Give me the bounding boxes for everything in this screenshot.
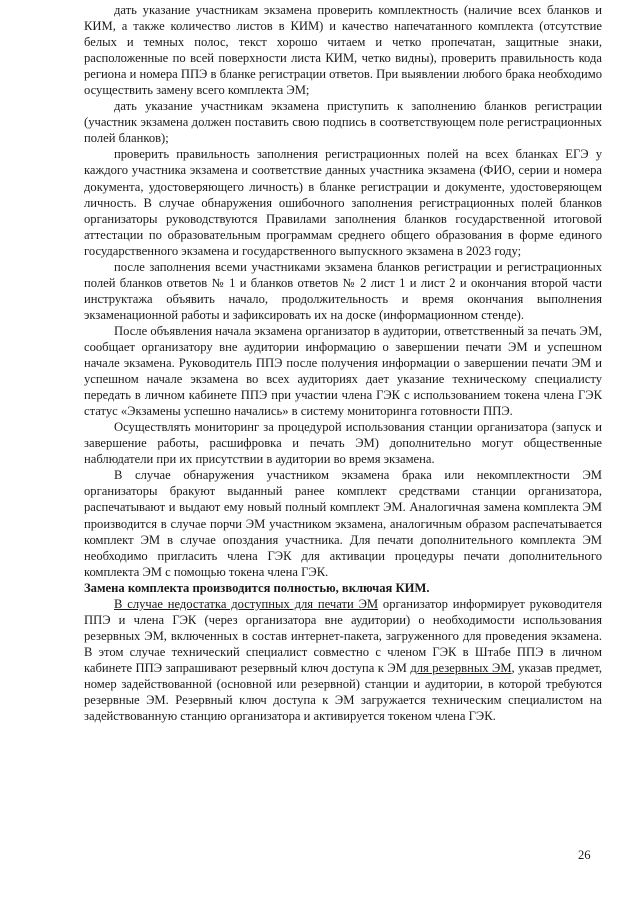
paragraph-verify-fields: проверить правильность заполнения регистрационных полей на всех бланках ЕГЭ у каждого участника экзамена и соответствие данных участника экзамена (ФИО, серии и номера документа, удостоверяющего личность) в бланке регистрации и документе, удостоверяющем личность. В случае обнаружения ошибочного заполнения регистрационных полей бланков организаторы руководствуются Правилами заполнения бланков государственной итоговой аттестации по образовательным программам среднего общего образования в форме единого государственного экзамена и государственного выпускного экзамена в 2023 году;	[84, 147, 602, 258]
page-number: 26	[578, 848, 591, 862]
paragraph-defect-replacement: В случае обнаружения участником экзамена брака или некомплектности ЭМ организаторы бракуют выданный ранее комплект средствами станции организатора, распечатывают и выдают ему новый полный комплект ЭМ. Аналогичная замена комплекта ЭМ производится в случае порчи ЭМ участником экзамена, аналогичным образом распечатывается комплект ЭМ в случае опоздания участника. Для печати дополнительного комплекта ЭМ необходимо пригласить члена ГЭК для активации процедуры печати дополнительного комплекта ЭМ с помощью токена члена ГЭК.	[84, 468, 602, 579]
reserve-text-part1: организатор информирует руководителя ППЭ и члена ГЭК (через организатора вне аудитории) о необходимости использования резервных ЭМ, включенных в состав интернет-пакета, загруженного для проведения экзамена. В этом случае технический специалист совместно с членом ГЭК в Штабе ППЭ в личном кабинете ППЭ запрашивают резервный ключ доступа к ЭМ	[84, 596, 602, 675]
reserve-text-part2: , указав предмет, номер задействованной (основной или резервной) станции и аудитории, в которой требуются резервные ЭМ. Резервный ключ доступа к ЭМ загружается техническим специалистом на задействованную станцию организатора и активируется токеном члена ГЭК.	[84, 660, 603, 724]
document-body	[84, 2, 602, 724]
underlined-phrase-shortage: В случае недостатка доступных для печати ЭМ	[114, 596, 379, 611]
paragraph-check-completeness: дать указание участникам экзамена проверить комплектность (наличие всех бланков и КИМ, а также количество листов в КИМ) и качество напечатанного комплекта (отсутствие белых и темных полос, текст хорошо читаем и четко пропечатан, защитные знаки, расположенные по всей поверхности листа КИМ, четко видны), проверить правильность кода региона и номера ППЭ в бланке регистрации ответов. При выявлении любого брака необходимо осуществить замену всего комплекта ЭМ;	[84, 3, 602, 98]
paragraph-monitoring: Осуществлять мониторинг за процедурой использования станции организатора (запуск и завершение работы, расшифровка и печать ЭМ) дополнительно могут общественные наблюдатели при их присутствии в аудитории во время экзамена.	[84, 420, 602, 467]
underlined-phrase-reserve: для резервных ЭМ	[410, 660, 512, 675]
paragraph-print-status: После объявления начала экзамена организатор в аудитории, ответственный за печать ЭМ, сообщает организатору вне аудитории информацию о завершении печати ЭМ и успешном начале экзамена. Руководитель ППЭ после получения информации о завершении печати ЭМ и успешном начале экзамена во всех аудиториях дает указание техническому специалисту передать в личном кабинете ППЭ при участии члена ГЭК с использованием токена члена ГЭК статус «Экзамены успешно начались» в систему мониторинга готовности ППЭ.	[84, 323, 602, 419]
paragraph-announce-start: после заполнения всеми участниками экзамена бланков регистрации и регистрационных полей бланков ответов № 1 и бланков ответов № 2 лист 1 и лист 2 и окончания второй части инструктажа объявить начало, продолжительность и время окончания выполнения экзаменационной работы и зафиксировать их на доске (информационном стенде).	[84, 259, 602, 322]
paragraph-reserve-materials	[84, 596, 602, 724]
paragraph-fill-registration: дать указание участникам экзамена приступить к заполнению бланков регистрации (участник экзамена должен поставить свою подпись в соответствующем поле регистрационных полей бланков);	[84, 99, 602, 146]
bold-statement: Замена комплекта производится полностью, включая КИМ.	[84, 580, 430, 595]
